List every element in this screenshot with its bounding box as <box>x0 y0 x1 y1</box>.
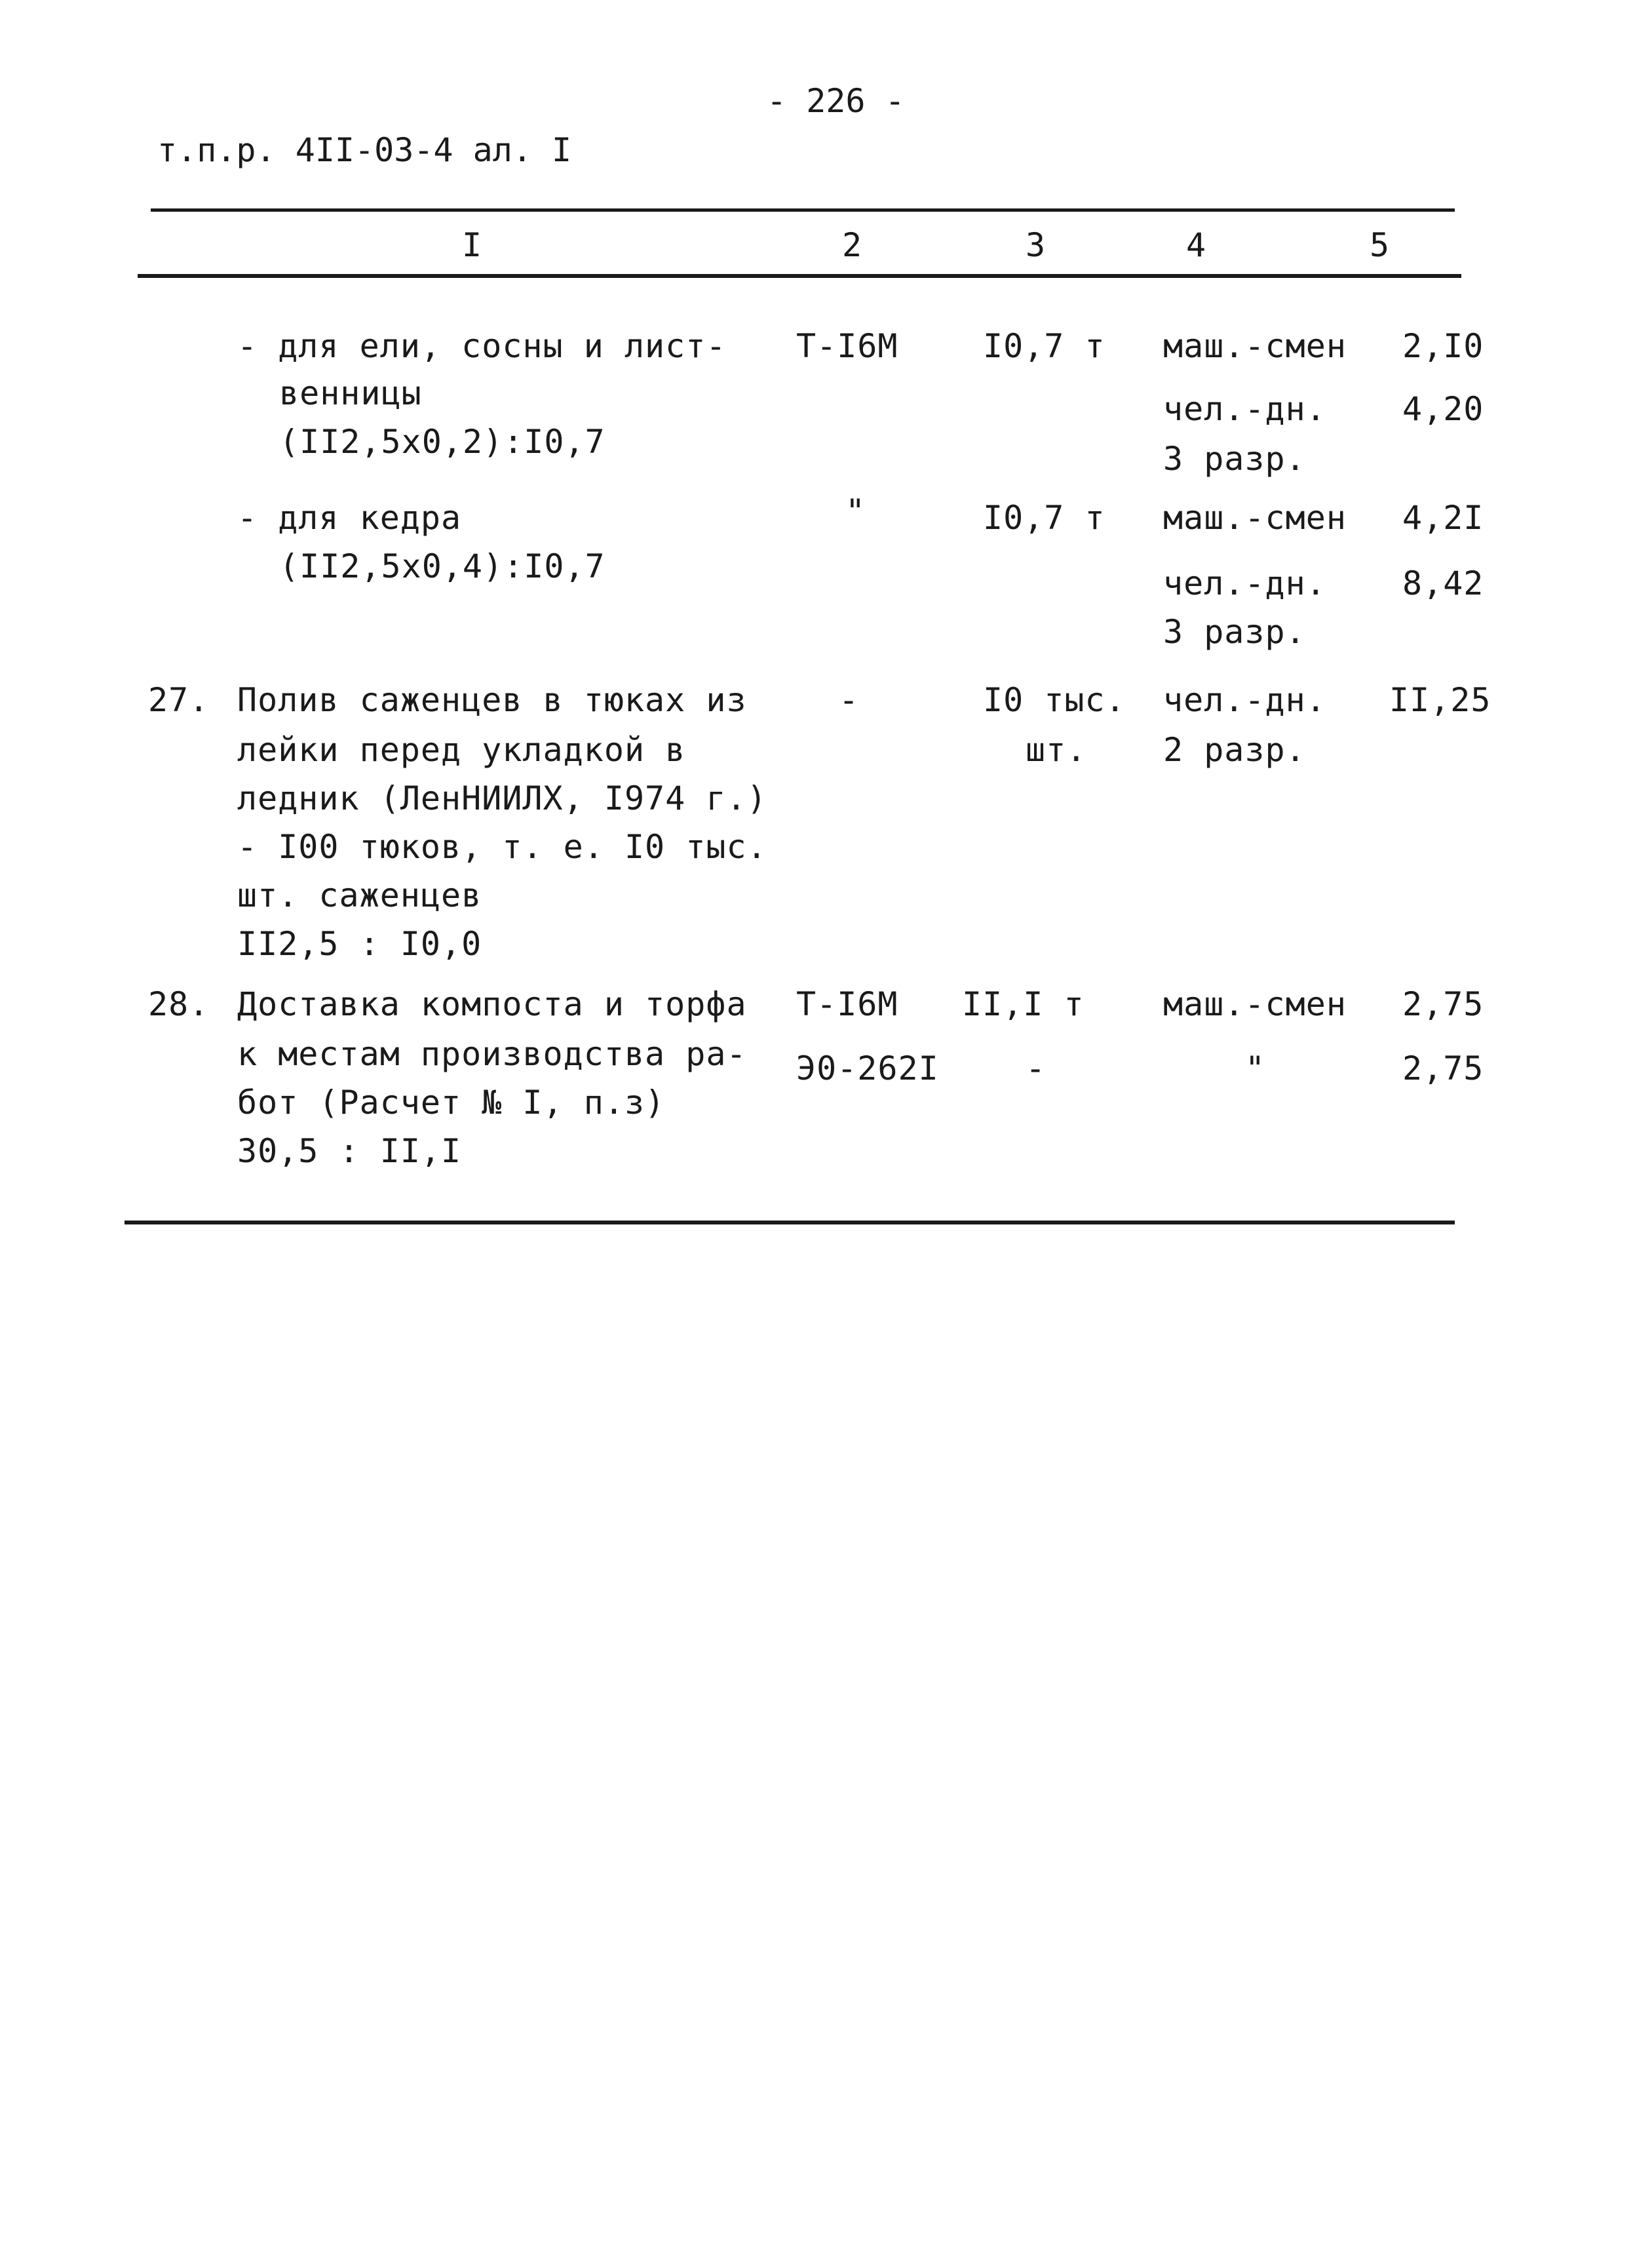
column-header-4: 4 <box>1186 226 1206 264</box>
row-text-line: лейки перед укладкой в <box>237 731 686 769</box>
row-machine: Т-I6М <box>796 985 898 1023</box>
row-unit: I0,7 т <box>983 327 1105 365</box>
row-measure: чел.-дн. <box>1163 564 1326 602</box>
row-measure: маш.-смен <box>1163 327 1347 365</box>
page-number: - 226 - <box>767 82 905 120</box>
row-text-line: венницы <box>279 374 422 412</box>
row-value: 8,42 <box>1402 564 1484 602</box>
column-header-3: 3 <box>1026 226 1046 264</box>
row-unit: II,I т <box>962 985 1085 1023</box>
row-text-line: к местам производства ра- <box>237 1035 747 1073</box>
row-text-line: бот (Расчет № I, п.з) <box>237 1084 666 1122</box>
row-text-line: Полив саженцев в тюках из <box>237 681 747 719</box>
row-text-line: - для ели, сосны и лист- <box>237 327 727 365</box>
row-text-line: - для кедра <box>237 499 462 537</box>
row-value: II,25 <box>1389 681 1491 719</box>
table-top-rule <box>151 208 1455 212</box>
row-machine: Э0-262I <box>796 1049 939 1087</box>
row-text-line: - I00 тюков, т. е. I0 тыс. <box>237 828 767 866</box>
row-text-line: (II2,5x0,4):I0,7 <box>279 547 605 585</box>
row-value: 2,75 <box>1402 1049 1484 1087</box>
column-header-1: I <box>462 226 482 264</box>
row-measure: 2 разр. <box>1163 731 1306 769</box>
row-text-line: Доставка компоста и торфа <box>237 985 747 1023</box>
row-text-line: 30,5 : II,I <box>237 1132 462 1170</box>
row-value: 4,2I <box>1402 499 1484 537</box>
row-value: 2,75 <box>1402 985 1484 1023</box>
row-text-line: шт. саженцев <box>237 876 482 914</box>
row-unit: I0 тыс. <box>983 681 1126 719</box>
column-header-5: 5 <box>1370 226 1390 264</box>
row-machine: " <box>845 492 866 530</box>
row-measure: 3 разр. <box>1163 440 1306 478</box>
row-measure: чел.-дн. <box>1163 390 1326 428</box>
table-header-bottom-rule <box>138 274 1461 278</box>
row-measure: " <box>1245 1049 1266 1087</box>
row-unit: - <box>1026 1049 1047 1087</box>
row-text-line: (II2,5x0,2):I0,7 <box>279 423 605 461</box>
table-bottom-rule <box>125 1221 1455 1224</box>
row-number: 28. <box>148 985 210 1023</box>
row-machine: - <box>839 681 860 719</box>
row-measure: чел.-дн. <box>1163 681 1326 719</box>
row-value: 2,I0 <box>1402 327 1484 365</box>
document-reference: т.п.р. 4II-03-4 ал. I <box>157 131 572 169</box>
row-measure: маш.-смен <box>1163 499 1347 537</box>
row-measure: маш.-смен <box>1163 985 1347 1023</box>
row-text-line: II2,5 : I0,0 <box>237 925 482 963</box>
column-header-2: 2 <box>842 226 862 264</box>
row-machine: Т-I6М <box>796 327 898 365</box>
row-measure: 3 разр. <box>1163 613 1306 651</box>
row-value: 4,20 <box>1402 390 1484 428</box>
row-text-line: ледник (ЛенНИИЛХ, I974 г.) <box>237 779 767 817</box>
row-number: 27. <box>148 681 210 719</box>
row-unit: шт. <box>1026 731 1087 769</box>
row-unit: I0,7 т <box>983 499 1105 537</box>
